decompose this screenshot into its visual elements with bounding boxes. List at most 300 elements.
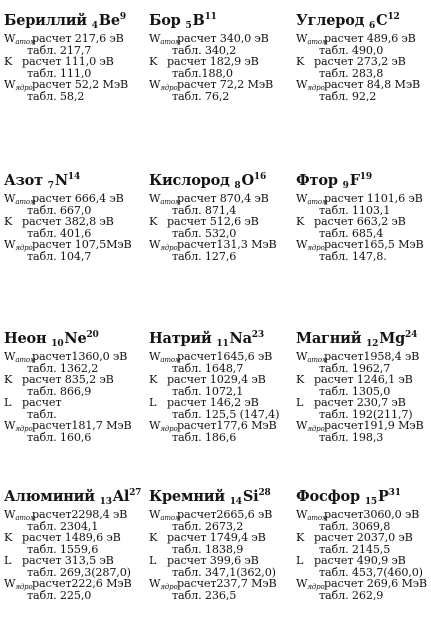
atom-energy-row: [296, 33, 431, 56]
atom-energy-symbol: W: [149, 350, 161, 363]
k-shell-tabulated: табл. 1838,9: [172, 542, 244, 556]
nucleus-energy-calculated: расчет191,9 МэВ: [324, 419, 424, 432]
l-shell-tabulated: табл. 347,1(362,0): [172, 565, 276, 579]
mass-number: 27: [129, 488, 142, 498]
atomic-number: 13: [99, 497, 112, 507]
nucleus-energy-tabulated: табл. 186,6: [172, 430, 237, 444]
nucleus-energy-symbol: W: [149, 78, 161, 91]
atomic-number: 6: [369, 21, 376, 31]
k-shell-tabulated: табл. 111,0: [27, 66, 92, 80]
nucleus-energy-symbol: W: [149, 577, 161, 590]
atom-energy-tabulated: табл. 3069,8: [319, 519, 391, 533]
atom-energy-label: [4, 193, 36, 205]
nucleus-energy-calculated: расчет165,5 МэВ: [324, 238, 424, 251]
element-cell: [4, 12, 142, 102]
k-shell-symbol: K: [149, 215, 158, 228]
nucleus-energy-label: [296, 420, 325, 432]
k-shell-tabulated: табл. 1559,6: [27, 542, 99, 556]
mass-number: 20: [86, 330, 99, 340]
nucleus-energy-calculated: расчет237,7 МэВ: [177, 577, 277, 590]
l-shell-label: [149, 397, 156, 409]
atom-energy-symbol: W: [4, 32, 16, 45]
k-shell-row: [296, 216, 431, 239]
element-cell: [149, 488, 287, 601]
atom-energy-symbol: W: [4, 192, 16, 205]
atom-energy-label: [149, 193, 181, 205]
nucleus-energy-calculated: расчет 107,5МэВ: [32, 238, 132, 251]
element-cell: [296, 330, 431, 443]
nucleus-energy-tabulated: табл. 92,2: [319, 89, 377, 103]
element-name: Бор: [149, 12, 181, 29]
k-shell-calculated: расчет 1246,1 эВ: [314, 373, 413, 386]
k-shell-symbol: K: [4, 373, 13, 386]
element-symbol: O: [241, 172, 254, 189]
atom-energy-row: [4, 193, 142, 216]
nucleus-energy-tabulated: табл. 147,8.: [319, 249, 387, 263]
atom-energy-subscript: атом: [15, 198, 36, 206]
atom-energy-row: [296, 193, 431, 216]
k-shell-tabulated: табл. 2145,5: [319, 542, 391, 556]
mass-number: 23: [251, 330, 264, 340]
k-shell-calculated: расчет 512,6 эВ: [167, 215, 259, 228]
nucleus-energy-row: [4, 79, 142, 102]
atom-energy-symbol: W: [296, 192, 308, 205]
element-title: [296, 488, 431, 506]
atom-energy-tabulated: табл. 1962,7: [319, 361, 391, 375]
nucleus-energy-subscript: ядро: [15, 84, 33, 92]
element-name: Азот: [4, 172, 43, 189]
k-shell-symbol: K: [296, 373, 305, 386]
element-title: [296, 12, 431, 30]
atom-energy-tabulated: табл. 490,0: [319, 43, 384, 57]
atom-energy-calculated: расчет1958,4 эВ: [324, 350, 420, 363]
element-cell: [4, 330, 142, 443]
mass-number: 16: [253, 172, 267, 182]
k-shell-label: [149, 374, 157, 386]
atom-energy-tabulated: табл. 2304,1: [27, 519, 99, 533]
element-symbol: N: [54, 172, 68, 189]
nucleus-energy-calculated: расчет222,6 МэВ: [32, 577, 132, 590]
l-shell-calculated: расчет 399,6 эВ: [167, 554, 259, 567]
element-name: Фтор: [296, 172, 338, 189]
l-shell-label: [4, 555, 11, 567]
atom-energy-subscript: атом: [160, 514, 181, 522]
nucleus-energy-label: [4, 578, 33, 590]
atom-energy-subscript: атом: [307, 356, 328, 364]
element-symbol: Be: [98, 12, 120, 29]
element-title: [149, 330, 287, 348]
l-shell-tabulated: табл.: [27, 407, 57, 421]
nucleus-energy-row: [149, 420, 287, 443]
nucleus-energy-tabulated: табл. 58,2: [27, 89, 85, 103]
atom-energy-tabulated: табл. 871,4: [172, 203, 237, 217]
atom-energy-calculated: расчет2665,6 эВ: [177, 508, 273, 521]
atom-energy-label: [149, 509, 181, 521]
nucleus-energy-label: [149, 239, 178, 251]
l-shell-row: [296, 555, 431, 578]
nucleus-energy-row: [296, 239, 431, 262]
atom-energy-subscript: атом: [15, 514, 36, 522]
nucleus-energy-row: [4, 239, 142, 262]
l-shell-symbol: L: [4, 396, 12, 409]
atom-energy-calculated: расчет1645,6 эВ: [177, 350, 273, 363]
element-symbol: Al: [112, 488, 130, 505]
nucleus-energy-label: [4, 239, 33, 251]
atom-energy-symbol: W: [149, 32, 161, 45]
nucleus-energy-row: [4, 420, 142, 443]
atomic-number: 4: [91, 21, 98, 31]
atom-energy-calculated: расчет 489,6 эВ: [324, 32, 416, 45]
atomic-number: 5: [185, 21, 192, 31]
nucleus-energy-subscript: ядро: [307, 425, 325, 433]
nucleus-energy-subscript: ядро: [160, 84, 178, 92]
l-shell-calculated: расчет 230,7 эВ: [314, 396, 406, 409]
atomic-number: 14: [229, 497, 242, 507]
k-shell-tabulated: табл. 283,8: [319, 66, 384, 80]
atom-energy-label: [4, 509, 36, 521]
k-shell-row: [4, 56, 142, 79]
element-symbol: Mg: [379, 330, 406, 347]
k-shell-label: [149, 532, 157, 544]
element-title: [4, 488, 142, 506]
atom-energy-label: [296, 509, 328, 521]
nucleus-energy-tabulated: табл. 76,2: [172, 89, 230, 103]
atom-energy-tabulated: табл. 667,0: [27, 203, 92, 217]
l-shell-label: [4, 397, 11, 409]
k-shell-calculated: расчет 273,2 эВ: [314, 55, 406, 68]
element-name: Магний: [296, 330, 362, 347]
k-shell-symbol: K: [296, 531, 305, 544]
nucleus-energy-label: [296, 578, 325, 590]
nucleus-energy-subscript: ядро: [15, 244, 33, 252]
k-shell-symbol: K: [296, 215, 305, 228]
atom-energy-calculated: расчет3060,0 эВ: [324, 508, 420, 521]
k-shell-calculated: расчет 1749,4 эВ: [167, 531, 266, 544]
atomic-number: 9: [342, 181, 349, 191]
l-shell-label: [149, 555, 156, 567]
l-shell-tabulated: табл. 453,7(460,0): [319, 565, 423, 579]
k-shell-row: [296, 56, 431, 79]
element-symbol: Si: [242, 488, 259, 505]
atom-energy-label: [4, 33, 36, 45]
atom-energy-calculated: расчет1360,0 эВ: [32, 350, 128, 363]
element-cell: [4, 172, 142, 262]
atom-energy-row: [149, 509, 287, 532]
nucleus-energy-row: [296, 578, 431, 601]
atom-energy-calculated: расчет 666,4 эВ: [32, 192, 124, 205]
k-shell-calculated: расчет 835,2 эВ: [22, 373, 114, 386]
element-name: Бериллий: [4, 12, 87, 29]
k-shell-calculated: расчет 1489,6 эВ: [22, 531, 121, 544]
k-shell-calculated: расчет 182,9 эВ: [167, 55, 259, 68]
k-shell-calculated: расчет 2037,0 эВ: [314, 531, 413, 544]
element-title: [149, 12, 287, 30]
mass-number: 24: [405, 330, 418, 340]
atom-energy-calculated: расчет 870,4 эВ: [177, 192, 269, 205]
atom-energy-tabulated: табл. 217,7: [27, 43, 92, 57]
k-shell-calculated: расчет 382,8 эВ: [22, 215, 114, 228]
nucleus-energy-calculated: расчет 72,2 МэВ: [177, 78, 274, 91]
nucleus-energy-symbol: W: [149, 238, 161, 251]
atom-energy-symbol: W: [296, 508, 308, 521]
atom-energy-symbol: W: [4, 350, 16, 363]
element-name: Неон: [4, 330, 47, 347]
atomic-number: 10: [51, 339, 64, 349]
k-shell-row: [4, 374, 142, 397]
atom-energy-subscript: атом: [15, 356, 36, 364]
k-shell-tabulated: табл. 532,0: [172, 226, 237, 240]
element-cell: [296, 12, 431, 102]
atom-energy-calculated: расчет 340,0 эВ: [177, 32, 269, 45]
k-shell-row: [4, 216, 142, 239]
k-shell-tabulated: табл. 866,9: [27, 384, 92, 398]
element-title: [296, 172, 431, 190]
nucleus-energy-label: [296, 79, 325, 91]
nucleus-energy-label: [296, 239, 325, 251]
atom-energy-symbol: W: [296, 350, 308, 363]
element-symbol: Na: [229, 330, 252, 347]
element-title: [4, 330, 142, 348]
k-shell-row: [296, 374, 431, 397]
atom-energy-row: [149, 33, 287, 56]
nucleus-energy-tabulated: табл. 198,3: [319, 430, 384, 444]
atomic-number: 11: [216, 339, 229, 349]
mass-number: 19: [359, 172, 372, 182]
atom-energy-row: [4, 33, 142, 56]
atom-energy-row: [4, 509, 142, 532]
element-symbol: F: [349, 172, 360, 189]
nucleus-energy-label: [4, 79, 33, 91]
nucleus-energy-symbol: W: [4, 78, 16, 91]
l-shell-row: [149, 555, 287, 578]
mass-number: 9: [119, 12, 126, 22]
atom-energy-row: [296, 509, 431, 532]
k-shell-symbol: K: [149, 531, 158, 544]
atom-energy-label: [4, 351, 36, 363]
atom-energy-subscript: атом: [15, 38, 36, 46]
nucleus-energy-symbol: W: [149, 419, 161, 432]
atom-energy-tabulated: табл. 340,2: [172, 43, 237, 57]
atom-energy-label: [296, 351, 328, 363]
l-shell-label: [296, 555, 303, 567]
element-cell: [149, 12, 287, 102]
mass-number: 11: [204, 12, 217, 22]
k-shell-tabulated: табл.188,0: [172, 66, 233, 80]
nucleus-energy-subscript: ядро: [160, 425, 178, 433]
element-cell: [4, 488, 142, 601]
nucleus-energy-tabulated: табл. 160,6: [27, 430, 92, 444]
k-shell-row: [149, 374, 287, 397]
atom-energy-subscript: атом: [160, 198, 181, 206]
nucleus-energy-subscript: ядро: [15, 583, 33, 591]
atom-energy-label: [296, 193, 328, 205]
k-shell-symbol: K: [296, 55, 305, 68]
nucleus-energy-symbol: W: [4, 419, 16, 432]
nucleus-energy-symbol: W: [296, 78, 308, 91]
k-shell-label: [4, 374, 12, 386]
nucleus-energy-calculated: расчет 52,2 МэВ: [32, 78, 129, 91]
element-name: Натрий: [149, 330, 212, 347]
k-shell-symbol: K: [4, 55, 13, 68]
atom-energy-symbol: W: [4, 508, 16, 521]
k-shell-label: [149, 56, 157, 68]
nucleus-energy-row: [149, 239, 287, 262]
nucleus-energy-tabulated: табл. 127,6: [172, 249, 237, 263]
element-name: Алюминий: [4, 488, 95, 505]
atom-energy-subscript: атом: [160, 38, 181, 46]
k-shell-label: [4, 56, 12, 68]
atom-energy-row: [149, 193, 287, 216]
k-shell-row: [149, 216, 287, 239]
k-shell-label: [149, 216, 157, 228]
element-title: [149, 172, 287, 190]
nucleus-energy-symbol: W: [4, 238, 16, 251]
nucleus-energy-row: [296, 420, 431, 443]
k-shell-row: [149, 532, 287, 555]
nucleus-energy-calculated: расчет131,3 МэВ: [177, 238, 277, 251]
nucleus-energy-row: [149, 578, 287, 601]
k-shell-label: [296, 216, 304, 228]
k-shell-row: [296, 532, 431, 555]
k-shell-label: [296, 374, 304, 386]
k-shell-label: [4, 216, 12, 228]
nucleus-energy-subscript: ядро: [15, 425, 33, 433]
element-symbol: C: [376, 12, 388, 29]
element-title: [4, 12, 142, 30]
element-cell: [296, 172, 431, 262]
element-symbol: Ne: [64, 330, 87, 347]
nucleus-energy-label: [149, 79, 178, 91]
l-shell-row: [296, 397, 431, 420]
nucleus-energy-symbol: W: [4, 577, 16, 590]
nucleus-energy-subscript: ядро: [307, 583, 325, 591]
element-title: [149, 488, 287, 506]
k-shell-tabulated: табл. 685,4: [319, 226, 384, 240]
nucleus-energy-symbol: W: [296, 577, 308, 590]
nucleus-energy-calculated: расчет 84,8 МэВ: [324, 78, 421, 91]
atom-energy-label: [296, 33, 328, 45]
l-shell-symbol: L: [296, 554, 304, 567]
mass-number: 14: [67, 172, 81, 182]
k-shell-calculated: расчет 663,2 эВ: [314, 215, 406, 228]
l-shell-symbol: L: [149, 396, 157, 409]
nucleus-energy-row: [4, 578, 142, 601]
k-shell-tabulated: табл. 401,6: [27, 226, 92, 240]
atom-energy-row: [149, 351, 287, 374]
atom-energy-row: [4, 351, 142, 374]
atom-energy-calculated: расчет 1101,6 эВ: [324, 192, 423, 205]
k-shell-tabulated: табл. 1305,0: [319, 384, 391, 398]
l-shell-row: [149, 397, 287, 420]
atom-energy-calculated: расчет 217,6 эВ: [32, 32, 124, 45]
atom-energy-calculated: расчет2298,4 эВ: [32, 508, 128, 521]
nucleus-energy-label: [149, 420, 178, 432]
l-shell-calculated: расчет 313,5 эВ: [22, 554, 114, 567]
l-shell-calculated: расчет 146,2 эВ: [167, 396, 259, 409]
element-cell: [296, 488, 431, 601]
nucleus-energy-tabulated: табл. 236,5: [172, 588, 237, 602]
l-shell-label: [296, 397, 303, 409]
atom-energy-subscript: атом: [307, 38, 328, 46]
element-cell: [149, 172, 287, 262]
element-name: Кислород: [149, 172, 230, 189]
l-shell-calculated: расчет: [22, 396, 62, 409]
k-shell-label: [296, 532, 304, 544]
atom-energy-subscript: атом: [160, 356, 181, 364]
nucleus-energy-tabulated: табл. 225,0: [27, 588, 92, 602]
nucleus-energy-subscript: ядро: [307, 244, 325, 252]
atom-energy-tabulated: табл. 2673,2: [172, 519, 244, 533]
atom-energy-tabulated: табл. 1648,7: [172, 361, 244, 375]
k-shell-row: [4, 532, 142, 555]
k-shell-calculated: расчет 111,0 эВ: [22, 55, 114, 68]
l-shell-calculated: расчет 490,9 эВ: [314, 554, 406, 567]
atomic-number: 15: [364, 497, 377, 507]
nucleus-energy-subscript: ядро: [307, 84, 325, 92]
k-shell-symbol: K: [149, 373, 158, 386]
k-shell-symbol: K: [4, 531, 13, 544]
l-shell-symbol: L: [4, 554, 12, 567]
nucleus-energy-row: [296, 79, 431, 102]
nucleus-energy-subscript: ядро: [160, 244, 178, 252]
element-name: Фосфор: [296, 488, 360, 505]
l-shell-symbol: L: [149, 554, 157, 567]
mass-number: 12: [387, 12, 400, 22]
nucleus-energy-tabulated: табл. 104,7: [27, 249, 92, 263]
atom-energy-row: [296, 351, 431, 374]
l-shell-row: [4, 555, 142, 578]
atom-energy-symbol: W: [149, 192, 161, 205]
k-shell-calculated: расчет 1029,4 эВ: [167, 373, 266, 386]
l-shell-symbol: L: [296, 396, 304, 409]
atom-energy-subscript: атом: [307, 198, 328, 206]
atomic-number: 12: [366, 339, 379, 349]
nucleus-energy-calculated: расчет177,6 МэВ: [177, 419, 277, 432]
k-shell-row: [149, 56, 287, 79]
element-title: [296, 330, 431, 348]
nucleus-energy-row: [149, 79, 287, 102]
nucleus-energy-symbol: W: [296, 419, 308, 432]
nucleus-energy-label: [4, 420, 33, 432]
atomic-number: 8: [234, 181, 241, 191]
mass-number: 31: [388, 488, 401, 498]
element-name: Кремний: [149, 488, 225, 505]
k-shell-symbol: K: [149, 55, 158, 68]
k-shell-tabulated: табл. 1072,1: [172, 384, 244, 398]
k-shell-symbol: K: [4, 215, 13, 228]
atom-energy-tabulated: табл. 1103,1: [319, 203, 391, 217]
mass-number: 28: [258, 488, 271, 498]
element-cell: [149, 330, 287, 443]
nucleus-energy-tabulated: табл. 262,9: [319, 588, 384, 602]
nucleus-energy-label: [149, 578, 178, 590]
nucleus-energy-calculated: расчет 269,6 МэВ: [324, 577, 427, 590]
k-shell-label: [4, 532, 12, 544]
element-title: [4, 172, 142, 190]
atom-energy-label: [149, 33, 181, 45]
l-shell-row: [4, 397, 142, 420]
atomic-number: 7: [47, 181, 54, 191]
nucleus-energy-subscript: ядро: [160, 583, 178, 591]
element-symbol: B: [192, 12, 205, 29]
nucleus-energy-calculated: расчет181,7 МэВ: [32, 419, 132, 432]
atom-energy-symbol: W: [149, 508, 161, 521]
element-name: Углерод: [296, 12, 365, 29]
atom-energy-subscript: атом: [307, 514, 328, 522]
atom-energy-label: [149, 351, 181, 363]
atom-energy-symbol: W: [296, 32, 308, 45]
atom-energy-tabulated: табл. 1362,2: [27, 361, 99, 375]
